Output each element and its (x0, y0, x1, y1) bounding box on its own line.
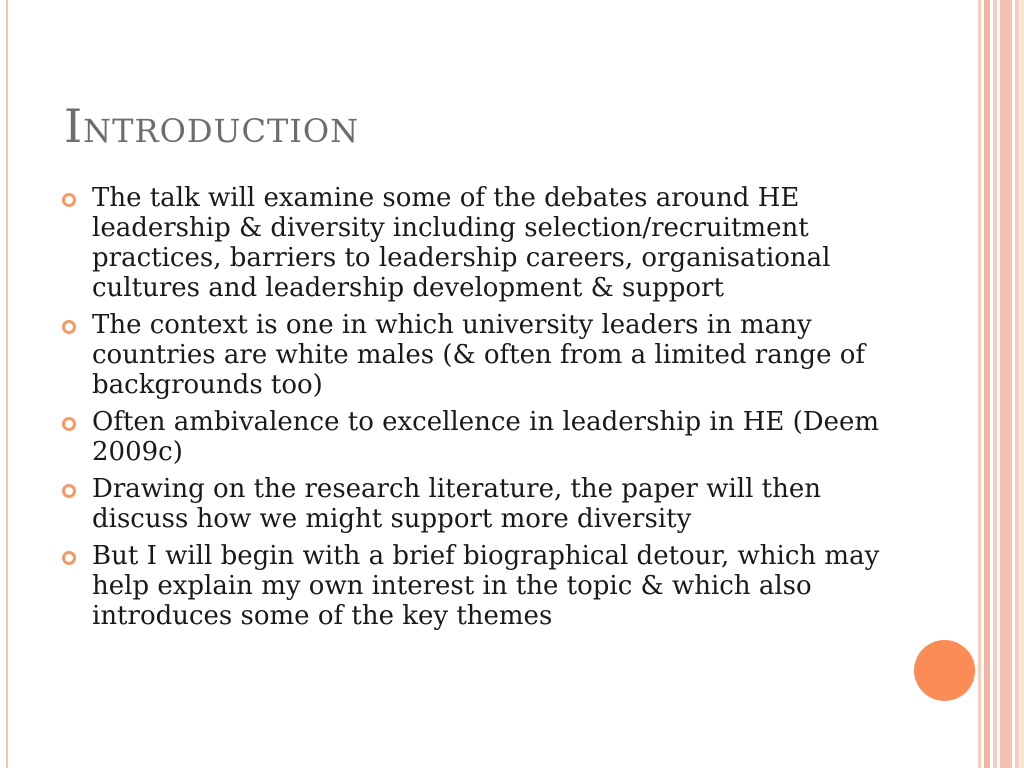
bullet-text: The talk will examine some of the debates around HE leadership & diversity including selection/recruitment practices, barriers to leadership careers, organisational cultures and leadership development & support (92, 183, 831, 303)
circle-bullet-icon (62, 320, 76, 334)
bullet-text: Often ambivalence to excellence in leadership in HE (Deem 2009c) (92, 407, 880, 467)
bullet-text: Drawing on the research literature, the paper will then discuss how we might support more diversity (92, 474, 821, 534)
slide-title: Introduction (64, 99, 360, 153)
circle-bullet-icon (62, 417, 76, 431)
left-frame-line (6, 0, 8, 768)
orange-circle-decoration (914, 640, 975, 701)
bullet-text: But I will begin with a brief biographical detour, which may help explain my own interest in the topic & which also introduces some of the key themes (92, 541, 880, 631)
right-decorative-stripe (1015, 0, 1019, 768)
bullet-text: The context is one in which university leaders in many countries are white males (& often from a limited range of backgrounds too) (92, 310, 866, 400)
bullet-item (62, 310, 912, 400)
circle-bullet-icon (62, 193, 76, 207)
bullet-item (62, 183, 912, 303)
bullet-item (62, 407, 912, 467)
right-decorative-stripe (993, 0, 997, 768)
right-decorative-stripe (984, 0, 990, 768)
bullet-list (62, 183, 912, 638)
circle-bullet-icon (62, 484, 76, 498)
right-decorative-stripe (1020, 0, 1024, 768)
bullet-item (62, 541, 912, 631)
bullet-item (62, 474, 912, 534)
right-decorative-stripe (978, 0, 981, 768)
circle-bullet-icon (62, 551, 76, 565)
right-decorative-stripe (1000, 0, 1012, 768)
